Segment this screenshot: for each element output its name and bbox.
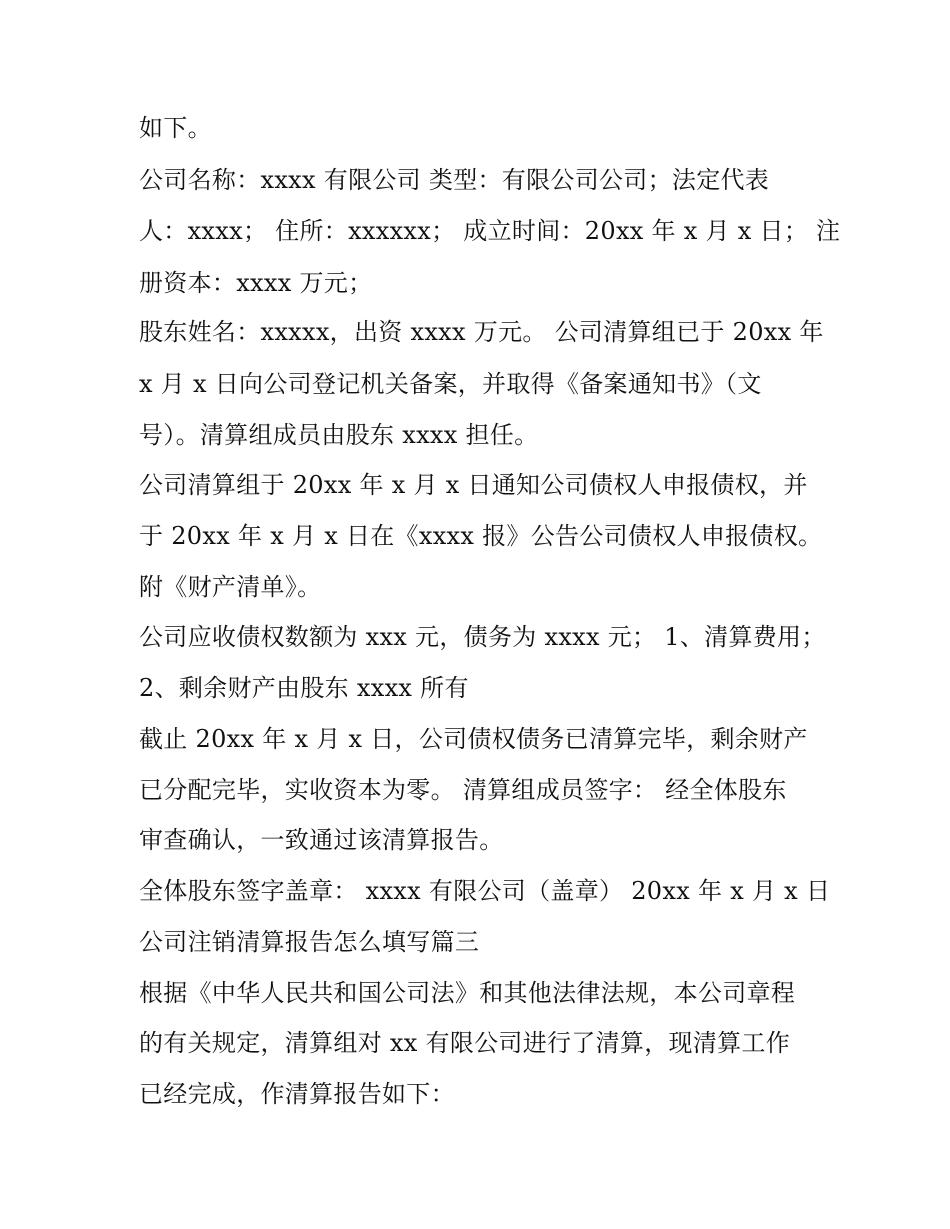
text-line: 全体股东签字盖章： xxxx 有限公司（盖章） 20xx 年 x 月 x 日 [139,877,831,905]
text-line: x 月 x 日向公司登记机关备案，并取得《备案通知书》（文 [139,370,762,398]
text-line: 截止 20xx 年 x 月 x 日，公司债权债务已清算完毕，剩余财产 [139,725,808,753]
text-line: 根据《中华人民共和国公司法》和其他法律法规，本公司章程 [139,979,796,1007]
text-line: 已经完成，作清算报告如下： [139,1080,455,1108]
text-line: 附《财产清单》。 [139,573,322,601]
text-line: 的有关规定，清算组对 xx 有限公司进行了清算，现清算工作 [139,1029,791,1057]
text-line: 人：xxxx； 住所：xxxxxx； 成立时间：20xx 年 x 月 x 日； 注 [139,217,841,245]
text-line: 如下。 [139,114,212,142]
text-line: 于 20xx 年 x 月 x 日在《xxxx 报》公告公司债权人申报债权。 [139,522,823,550]
text-line: 公司清算组于 20xx 年 x 月 x 日通知公司债权人申报债权，并 [139,471,808,499]
text-line: 册资本：xxxx 万元； [139,269,373,297]
text-line: 股东姓名：xxxxx，出资 xxxx 万元。 公司清算组已于 20xx 年 [139,318,824,346]
text-line: 号）。清算组成员由股东 xxxx 担任。 [139,421,539,449]
section-heading: 公司注销清算报告怎么填写篇三 [139,928,480,956]
text-line: 公司名称：xxxx 有限公司 类型：有限公司公司；法定代表 [139,166,770,194]
text-line: 公司应收债权数额为 xxx 元，债务为 xxxx 元； 1、清算费用； [139,623,826,651]
text-line: 已分配完毕，实收资本为零。 清算组成员签字： 经全体股东 [139,776,787,804]
text-line: 2、剩余财产由股东 xxxx 所有 [139,674,469,702]
text-line: 审查确认，一致通过该清算报告。 [139,826,504,854]
